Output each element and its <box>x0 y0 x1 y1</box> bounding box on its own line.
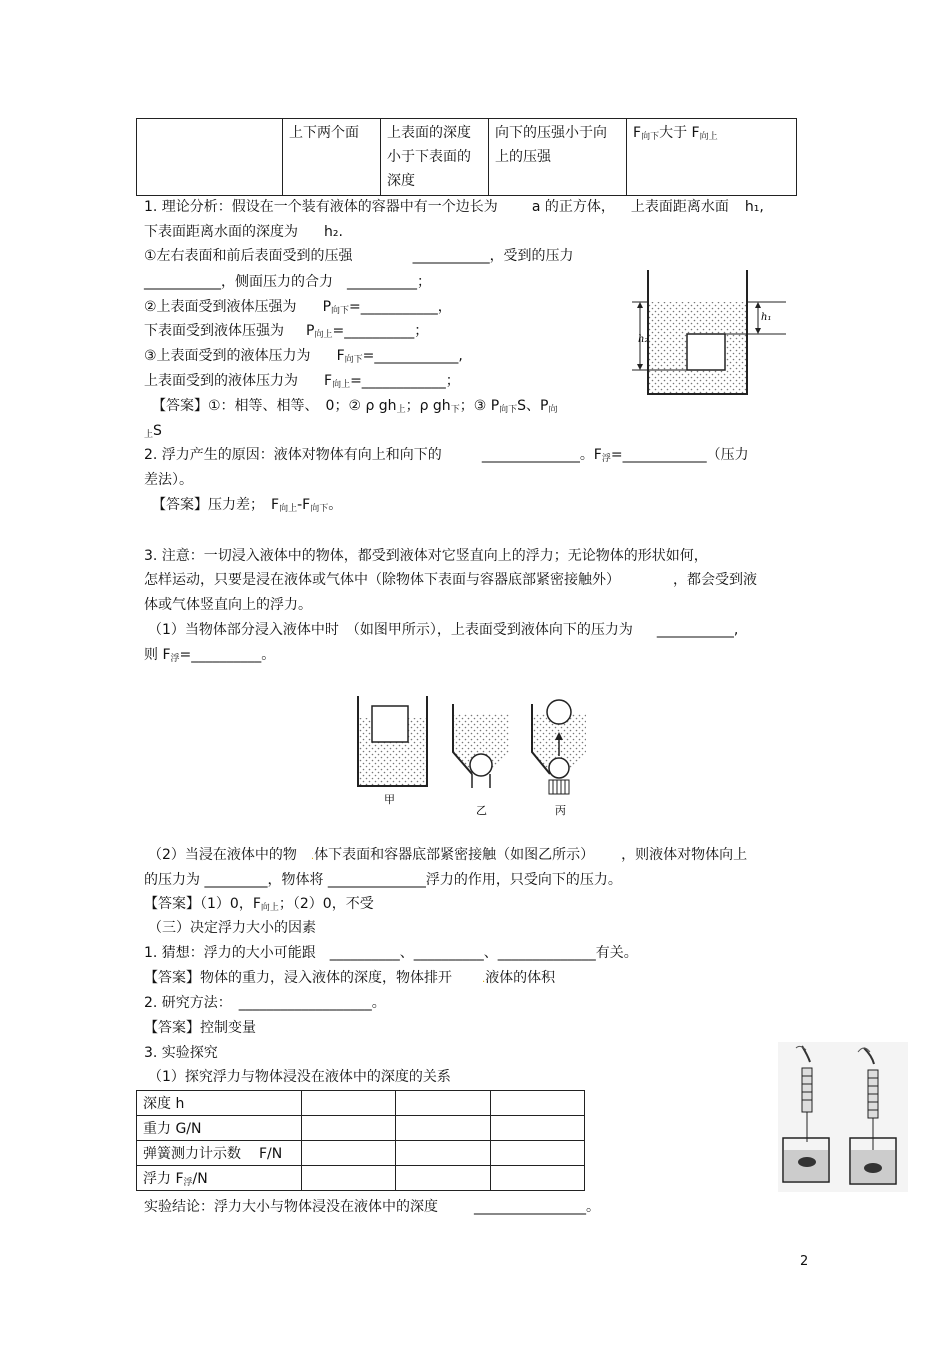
section-heading: （三）决定浮力大小的因素 <box>148 920 316 936</box>
text-line: 3. 注意：一切浸入液体中的物体，都受到液体对它竖直向上的浮力；无论物体的形状如何， <box>144 548 708 564</box>
text-line: 实验结论：浮力大小与物体浸没在液体中的深度 ________________。 <box>144 1199 600 1215</box>
answer-line: 【答案】①：相等、相等、 0；② ρ $gh_上$；ρ $gh_下$；③ $P_{向下}S$、$P_向$ <box>152 398 558 415</box>
cube-in-liquid-diagram <box>630 268 790 400</box>
text-line: 下表面受到液体压强为 $P_{向上}=\_\_\_\_\_\_\_\_\_\_$； <box>144 323 429 340</box>
label-yi: 乙 <box>476 804 487 817</box>
text-line: 1. 理论分析：假设在一个装有液体的容器中有一个边长为 a 的正方体， 上表面距离水面 h₁, <box>144 199 764 215</box>
table-cell-faces: 上下两个面 <box>283 119 381 196</box>
table-cell <box>396 1091 490 1116</box>
table-cell <box>490 1141 584 1166</box>
table-cell <box>302 1141 396 1166</box>
answer-line: $_上$S <box>144 423 162 440</box>
table-cell <box>396 1116 490 1141</box>
table-cell-depth: 上表面的深度小于下表面的深度 <box>381 119 489 196</box>
row-label: 弹簧测力计示数 F/N <box>137 1141 302 1166</box>
text-line: 上表面受到的液体压力为 $F_{向上}=\_\_\_\_\_\_\_\_\_\_\_\_$； <box>144 373 460 390</box>
text-line: ②上表面受到液体压强为 $P_{向下}=\_\_\_\_\_\_\_\_\_\_\_$， <box>144 299 452 316</box>
label-jia: 甲 <box>384 793 395 806</box>
text-line: ①左右表面和前后表面受到的压强 ___________，受到的压力 <box>144 248 574 264</box>
text-line: 则 $F_浮=\_\_\_\_\_\_\_\_\_\_$。 <box>144 647 276 664</box>
h1-label: h₁ <box>761 312 772 323</box>
text-line: 2. 浮力产生的原因：液体对物体有向上和向下的 ______________。$F_浮=\_\_\_\_\_\_\_\_\_\_\_\_$（压力 <box>144 447 749 464</box>
text-line: 的压力为 _________，物体将 ______________浮力的作用，只受向下的压力。 <box>144 872 622 888</box>
answer-line: 【答案】（1）0，$F_{向上}$；（2）0，不受 <box>144 896 374 913</box>
answer-line: 【答案】压力差； $F_{向上}-F_{向下}$。 <box>152 497 343 514</box>
three-containers-diagram <box>350 690 590 820</box>
text-line: 下表面距离水面的深度为 h₂. <box>144 224 343 240</box>
table-cell <box>490 1091 584 1116</box>
text-line: ③上表面受到的液体压力为 $F_{向下}=\_\_\_\_\_\_\_\_\_\_\_\_$, <box>144 348 463 365</box>
text-line: （1）探究浮力与物体浸没在液体中的深度的关系 <box>148 1069 451 1085</box>
table-cell <box>490 1166 584 1191</box>
text-line: 体或气体竖直向上的浮力。 <box>144 597 312 613</box>
row-label: 深度 h <box>137 1091 302 1116</box>
table-cell <box>302 1166 396 1191</box>
table-cell <box>396 1141 490 1166</box>
row-label: 重力 G/N <box>137 1116 302 1141</box>
table-cell-pressure: 向下的压强小于向上的压强 <box>489 119 627 196</box>
text-line: 1. 猜想：浮力的大小可能跟 __________、__________、______________有关。 <box>144 945 638 961</box>
table-cell <box>302 1116 396 1141</box>
h2-label: h₂ <box>638 334 649 345</box>
table-cell <box>490 1116 584 1141</box>
table-cell <box>302 1091 396 1116</box>
page-number: 2 <box>800 1254 809 1269</box>
table-cell <box>396 1166 490 1191</box>
answer-line: 【答案】物体的重力，浸入液体的深度，物体排开 .液体的体积 <box>144 970 556 986</box>
experiment-table <box>136 1090 585 1191</box>
text-line: 3. 实验探究 <box>144 1045 218 1061</box>
text-line: 差法）。 <box>144 472 193 488</box>
text-line: （2）当浸在液体中的物 .体下表面和容器底部紧密接触（如图乙所示） ，则液体对物体向上 <box>148 847 748 863</box>
answer-line: 【答案】控制变量 <box>144 1020 256 1036</box>
property-table <box>136 118 797 196</box>
spring-scale-experiment-image <box>778 1042 908 1192</box>
text-line: ___________，侧面压力的合力 __________； <box>144 274 431 290</box>
table-cell-force: $F_{向下}$大于 $F_{向上}$ <box>627 119 797 196</box>
text-line: （1）当物体部分浸入液体中时 （如图甲所示），上表面受到液体向下的压力为 ___________, <box>148 622 739 638</box>
text-line: 怎样运动，只要是浸在液体或气体中（除物体下表面与容器底部紧密接触外） ，都会受到液 <box>144 572 757 588</box>
table-cell-empty <box>137 119 283 196</box>
label-bing: 丙 <box>555 804 566 817</box>
row-label: 浮力 $F_浮/N$ <box>137 1166 302 1191</box>
text-line: 2. 研究方法： ___________________。 <box>144 995 386 1011</box>
